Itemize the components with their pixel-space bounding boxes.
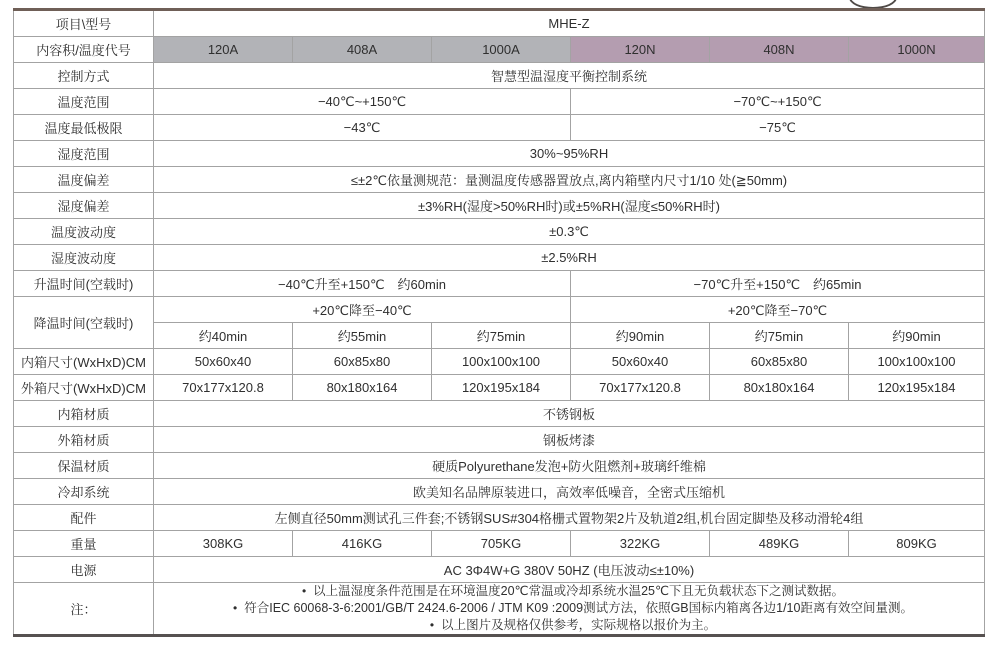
row-humidity-range [14, 141, 985, 167]
temp-fluctuation-value: ±0.3℃ [154, 219, 985, 245]
notes-value [154, 583, 985, 636]
outer-size-cell-3: 120x195x184 [432, 375, 571, 401]
spec-table [13, 8, 985, 637]
capacity-cell-1000n: 1000N [849, 37, 985, 63]
outer-size-cell-5: 80x180x164 [710, 375, 849, 401]
capacity-cell-408n: 408N [710, 37, 849, 63]
row-cooling-system [14, 479, 985, 505]
cooling-time-cell-1: 约40min [154, 323, 293, 349]
row-control-label: 控制方式 [14, 63, 154, 89]
row-temp-deviation [14, 167, 985, 193]
row-capacity [14, 37, 985, 63]
control-value: 智慧型温湿度平衡控制系统 [154, 63, 985, 89]
row-insulation-material [14, 453, 985, 479]
row-humidity-deviation [14, 193, 985, 219]
outer-material-value: 钢板烤漆 [154, 427, 985, 453]
inner-size-cell-4: 50x60x40 [571, 349, 710, 375]
row-temp-min [14, 115, 985, 141]
note-item-1: • 以上温湿度条件范围是在环境温度20℃常温或冷却系统水温25℃下且无负载状态下之测试数据。 [158, 583, 980, 600]
inner-size-cell-5: 60x85x80 [710, 349, 849, 375]
capacity-cell-120n: 120N [571, 37, 710, 63]
row-temp-deviation-label: 温度偏差 [14, 167, 154, 193]
inner-size-cell-2: 60x85x80 [293, 349, 432, 375]
inner-size-cell-6: 100x100x100 [849, 349, 985, 375]
cooling-time-cell-5: 约75min [710, 323, 849, 349]
row-model [14, 10, 985, 37]
temp-min-a: −43℃ [154, 115, 571, 141]
heating-time-a: −40℃升至+150℃ 约60min [154, 271, 571, 297]
row-inner-material [14, 401, 985, 427]
power-value: AC 3Φ4W+G 380V 50HZ (电压波动≤±10%) [154, 557, 985, 583]
model-value: MHE-Z [154, 10, 985, 37]
row-humidity-range-label: 湿度范围 [14, 141, 154, 167]
row-heating-time [14, 271, 985, 297]
row-capacity-label: 内容积/温度代号 [14, 37, 154, 63]
row-insulation-material-label: 保温材质 [14, 453, 154, 479]
cooling-time-cell-6: 约90min [849, 323, 985, 349]
weight-cell-5: 489KG [710, 531, 849, 557]
outer-size-cell-6: 120x195x184 [849, 375, 985, 401]
row-inner-size [14, 349, 985, 375]
row-notes [14, 583, 985, 636]
cooling-system-value: 欧美知名品牌原装进口，高效率低噪音，全密式压缩机 [154, 479, 985, 505]
row-power [14, 557, 985, 583]
row-accessories-label: 配件 [14, 505, 154, 531]
outer-size-cell-4: 70x177x120.8 [571, 375, 710, 401]
row-temp-fluctuation-label: 温度波动度 [14, 219, 154, 245]
outer-size-cell-1: 70x177x120.8 [154, 375, 293, 401]
cooling-time-cell-3: 约75min [432, 323, 571, 349]
row-outer-material [14, 427, 985, 453]
row-outer-material-label: 外箱材质 [14, 427, 154, 453]
accessories-value: 左侧直径50mm测试孔三件套;不锈钢SUS#304格栅式置物架2片及轨道2组,机台固定脚垫及移动滑轮4组 [154, 505, 985, 531]
weight-cell-2: 416KG [293, 531, 432, 557]
humidity-deviation-value: ±3%RH(湿度>50%RH时)或±5%RH(湿度≤50%RH时) [154, 193, 985, 219]
insulation-material-value: 硬质Polyurethane发泡+防火阻燃剂+玻璃纤维棉 [154, 453, 985, 479]
row-weight [14, 531, 985, 557]
heating-time-n: −70℃升至+150℃ 约65min [571, 271, 985, 297]
capacity-cell-1000a: 1000A [432, 37, 571, 63]
note-item-2: • 符合IEC 60068-3-6:2001/GB/T 2424.6-2006 / JTM K09 :2009测试方法，依照GB国标内箱离各边1/10距离有效空间量测。 [158, 600, 980, 617]
row-cooling-time-range [14, 297, 985, 323]
row-accessories [14, 505, 985, 531]
weight-cell-6: 809KG [849, 531, 985, 557]
row-weight-label: 重量 [14, 531, 154, 557]
row-notes-label: 注： [14, 583, 154, 636]
cooling-time-range-n: +20℃降至−70℃ [571, 297, 985, 323]
inner-size-cell-1: 50x60x40 [154, 349, 293, 375]
row-inner-material-label: 内箱材质 [14, 401, 154, 427]
cooling-time-range-a: +20℃降至−40℃ [154, 297, 571, 323]
row-temp-fluctuation [14, 219, 985, 245]
temp-range-n: −70℃~+150℃ [571, 89, 985, 115]
weight-cell-3: 705KG [432, 531, 571, 557]
capacity-cell-120a: 120A [154, 37, 293, 63]
row-control [14, 63, 985, 89]
capacity-cell-408a: 408A [293, 37, 432, 63]
note-item-3: • 以上图片及规格仅供参考，实际规格以报价为主。 [158, 617, 980, 634]
humidity-fluctuation-value: ±2.5%RH [154, 245, 985, 271]
row-cooling-time-values [14, 323, 985, 349]
row-heating-time-label: 升温时间(空载时) [14, 271, 154, 297]
temp-min-n: −75℃ [571, 115, 985, 141]
row-outer-size-label: 外箱尺寸(WxHxD)CM [14, 375, 154, 401]
row-cooling-system-label: 冷却系统 [14, 479, 154, 505]
row-inner-size-label: 内箱尺寸(WxHxD)CM [14, 349, 154, 375]
humidity-range-value: 30%~95%RH [154, 141, 985, 167]
row-temp-range [14, 89, 985, 115]
row-model-label: 项目\型号 [14, 10, 154, 37]
weight-cell-1: 308KG [154, 531, 293, 557]
row-temp-min-label: 温度最低极限 [14, 115, 154, 141]
row-cooling-time-label: 降温时间(空载时) [14, 297, 154, 349]
temp-range-a: −40℃~+150℃ [154, 89, 571, 115]
row-humidity-fluctuation [14, 245, 985, 271]
row-humidity-deviation-label: 湿度偏差 [14, 193, 154, 219]
weight-cell-4: 322KG [571, 531, 710, 557]
row-outer-size [14, 375, 985, 401]
row-humidity-fluctuation-label: 湿度波动度 [14, 245, 154, 271]
cooling-time-cell-2: 约55min [293, 323, 432, 349]
temp-deviation-value: ≤±2℃依量测规范：量测温度传感器置放点,离内箱壁内尺寸1/10 处(≧50mm) [154, 167, 985, 193]
inner-size-cell-3: 100x100x100 [432, 349, 571, 375]
row-power-label: 电源 [14, 557, 154, 583]
outer-size-cell-2: 80x180x164 [293, 375, 432, 401]
inner-material-value: 不锈钢板 [154, 401, 985, 427]
row-temp-range-label: 温度范围 [14, 89, 154, 115]
cooling-time-cell-4: 约90min [571, 323, 710, 349]
